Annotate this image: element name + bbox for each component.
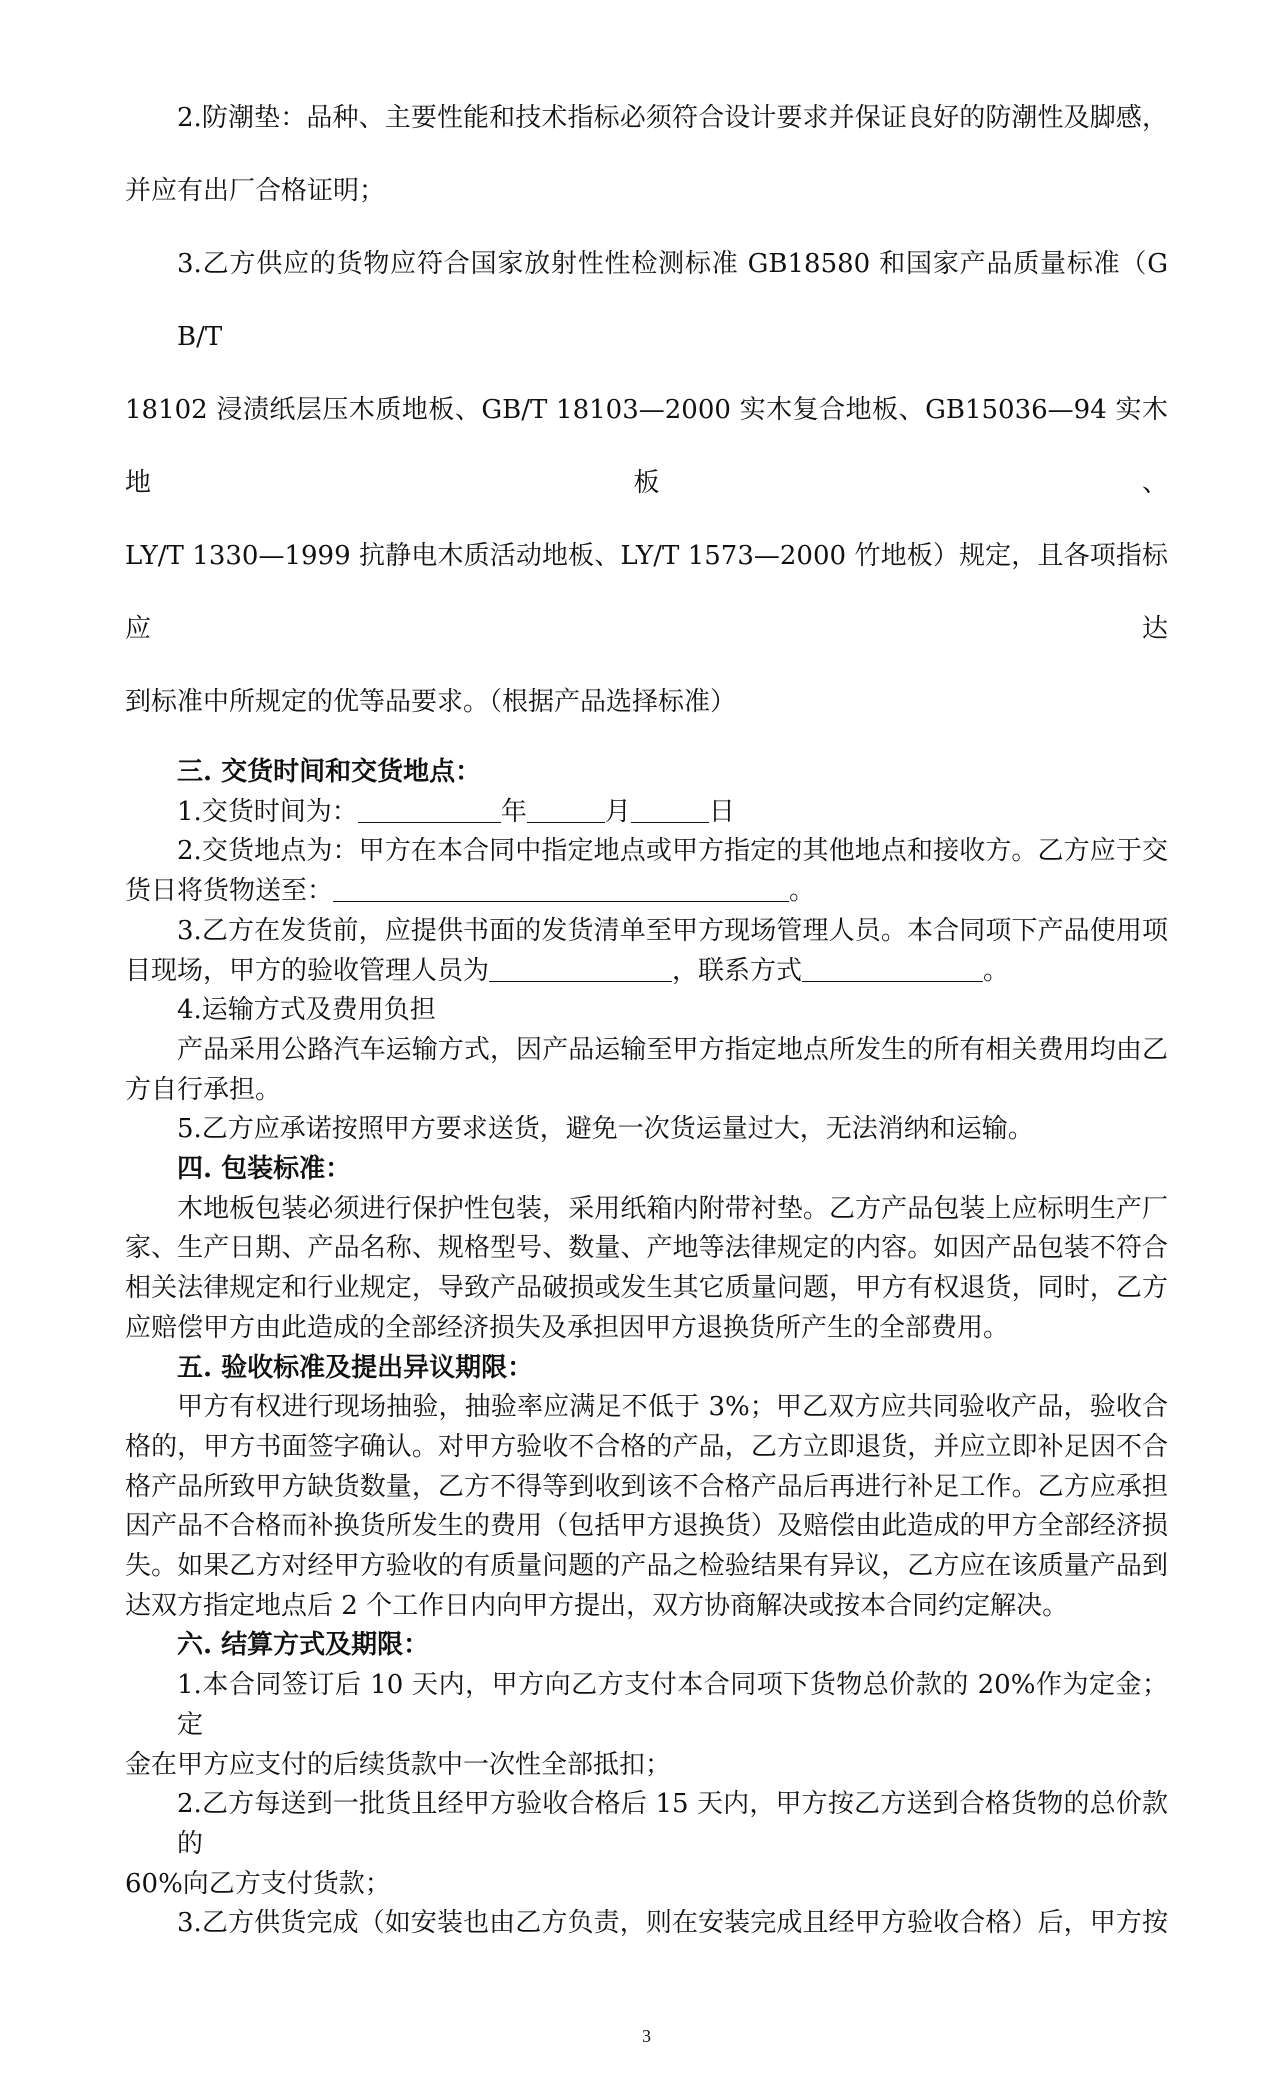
paragraph-line: LY/T 1330—1999 抗静电木质活动地板、LY/T 1573—2000 竹地板）规定，且各项指标应达 xyxy=(125,541,1168,644)
line-text: 货日将货物送至： xyxy=(125,876,334,907)
fill-in-blank xyxy=(631,798,709,823)
paragraph-line: 3.乙方在发货前，应提供书面的发货清单至甲方现场管理人员。本合同项下产品使用项 xyxy=(177,915,1168,946)
paragraph-line: 60%向乙方支付货款； xyxy=(125,1868,391,1899)
section-heading: 五. 验收标准及提出异议期限： xyxy=(177,1352,534,1383)
fill-in-blank xyxy=(489,957,672,982)
fill-in-blank xyxy=(333,877,789,902)
clause-continuation xyxy=(125,82,1168,739)
paragraph-line: 产品采用公路汽车运输方式，因产品运输至甲方指定地点所发生的所有相关费用均由乙 xyxy=(177,1034,1168,1065)
paragraph-line: 18102 浸渍纸层压木质地板、GB/T 18103—2000 实木复合地板、GB15036—94 实木地板、 xyxy=(125,395,1168,498)
paragraph-line: 2.防潮垫：品种、主要性能和技术指标必须符合设计要求并保证良好的防潮性及脚感， xyxy=(177,103,1168,133)
page-number: 3 xyxy=(642,2026,651,2047)
paragraph-line: 3.乙方供应的货物应符合国家放射性性检测标准 GB18580 和国家产品质量标准（GB/T xyxy=(177,249,1168,352)
paragraph-line: 甲方有权进行现场抽验，抽验率应满足不低于 3%；甲乙双方应共同验收产品，验收合 xyxy=(177,1392,1168,1423)
paragraph-line xyxy=(125,872,1168,912)
line-text: 目现场，甲方的验收管理人员为 xyxy=(125,955,490,986)
paragraph-line: 木地板包装必须进行保护性包装，采用纸箱内附带衬垫。乙方产品包装上应标明生产厂 xyxy=(177,1193,1168,1224)
line-text: 。 xyxy=(983,955,1010,986)
fill-in-blank xyxy=(358,798,501,823)
paragraph-line: 到标准中所规定的优等品要求。（根据产品选择标准） xyxy=(125,687,737,717)
line-text: ，联系方式 xyxy=(672,955,803,986)
paragraph-line: 相关法律规定和行业规定，导致产品破损或发生其它质量问题，甲方有权退货，同时，乙方 xyxy=(125,1273,1168,1304)
paragraph-line: 家、生产日期、产品名称、规格型号、数量、产地等法律规定的内容。如因产品包装不符合 xyxy=(125,1233,1168,1264)
contract-sections xyxy=(125,753,1168,1944)
paragraph-line: 3.乙方供货完成（如安装也由乙方负责，则在安装完成且经甲方验收合格）后，甲方按 xyxy=(177,1908,1168,1939)
paragraph-line: 因产品不合格而补换货所发生的费用（包括甲方退换货）及赔偿由此造成的甲方全部经济损 xyxy=(125,1511,1168,1542)
paragraph-line: 2.乙方每送到一批货且经甲方验收合格后 15 天内，甲方按乙方送到合格货物的总价款的 xyxy=(177,1789,1168,1859)
section-heading: 四. 包装标准： xyxy=(177,1154,352,1185)
paragraph-line xyxy=(125,793,1168,833)
line-text: 日 xyxy=(708,796,735,827)
paragraph-line xyxy=(125,952,1168,992)
paragraph-line: 并应有出厂合格证明； xyxy=(125,176,386,206)
paragraph-line: 方自行承担。 xyxy=(125,1074,282,1105)
fill-in-blank xyxy=(802,957,983,982)
section-heading: 三. 交货时间和交货地点： xyxy=(177,757,482,787)
paragraph-line: 达双方指定地点后 2 个工作日内向甲方提出，双方协商解决或按本合同约定解决。 xyxy=(125,1590,1069,1621)
paragraph-line: 应赔偿甲方由此造成的全部经济损失及承担因甲方退换货所产生的全部费用。 xyxy=(125,1312,1010,1343)
paragraph-line: 2.交货地点为：甲方在本合同中指定地点或甲方指定的其他地点和接收方。乙方应于交 xyxy=(177,836,1168,867)
section-heading: 六. 结算方式及期限： xyxy=(177,1630,430,1661)
paragraph-line: 失。如果乙方对经甲方验收的有质量问题的产品之检验结果有异议，乙方应在该质量产品到 xyxy=(125,1551,1168,1582)
line-text: 1.交货时间为： xyxy=(177,796,358,827)
fill-in-blank xyxy=(527,798,605,823)
paragraph-line: 5.乙方应承诺按照甲方要求送货，避免一次货运量过大，无法消纳和运输。 xyxy=(177,1114,1034,1145)
paragraph-line: 1.本合同签订后 10 天内，甲方向乙方支付本合同项下货物总价款的 20%作为定金；定 xyxy=(177,1670,1168,1740)
paragraph-line: 格产品所致甲方缺货数量，乙方不得等到收到该不合格产品后再进行补足工作。乙方应承担 xyxy=(125,1471,1168,1502)
line-text: 。 xyxy=(789,876,816,907)
paragraph-line: 金在甲方应支付的后续货款中一次性全部抵扣； xyxy=(125,1749,672,1780)
line-text: 年 xyxy=(500,796,527,827)
paragraph-line: 4.运输方式及费用负担 xyxy=(177,995,436,1026)
paragraph-line: 格的，甲方书面签字确认。对甲方验收不合格的产品，乙方立即退货，并应立即补足因不合 xyxy=(125,1431,1168,1462)
line-text: 月 xyxy=(604,796,631,827)
